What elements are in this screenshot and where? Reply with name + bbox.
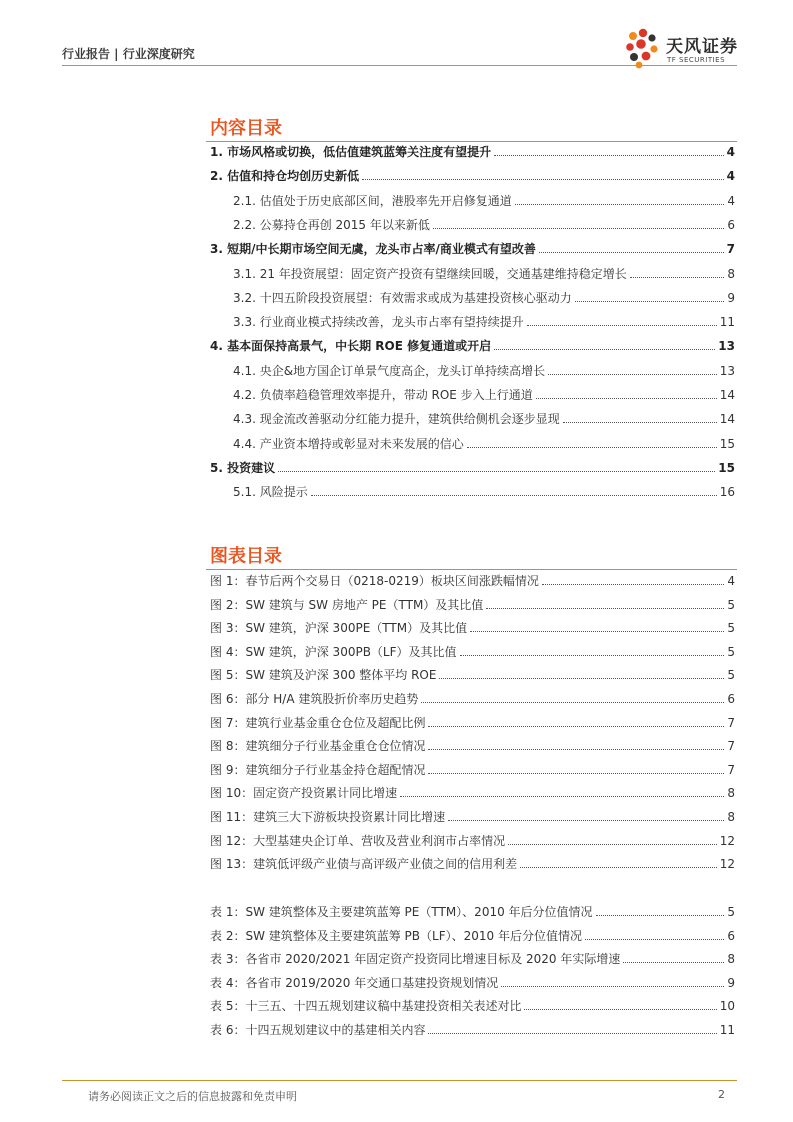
toc-entry-page: 8	[727, 266, 735, 281]
toc-entry[interactable]	[233, 406, 735, 426]
dot-leader	[470, 631, 724, 632]
figure-entry-page: 5	[727, 644, 735, 659]
table-entry[interactable]	[210, 970, 735, 990]
toc-entry-page: 15	[719, 436, 735, 451]
dot-leader	[536, 398, 717, 399]
figure-entry-label: 图 8：建筑细分子行业基金重仓仓位情况	[210, 739, 426, 754]
dot-leader	[460, 655, 725, 656]
toc-entry-label: 2.2. 公募持仓再创 2015 年以来新低	[233, 217, 430, 232]
toc-entry-label: 5.1. 风险提示	[233, 485, 308, 500]
toc-entry[interactable]	[233, 358, 735, 378]
figure-entry-page: 5	[727, 597, 735, 612]
toc-entry[interactable]	[233, 479, 735, 499]
toc-entry[interactable]	[233, 188, 735, 208]
dot-leader	[421, 702, 724, 703]
figure-entry-label: 图 6：部分 H/A 建筑股折价率历史趋势	[210, 692, 419, 706]
logo-english-name: TF SECURITIES	[667, 56, 726, 64]
toc-entry-label: 4.2. 负债率趋稳管理效率提升，带动 ROE 步入上行通道	[233, 388, 533, 402]
dot-leader	[563, 422, 717, 423]
toc-entry-label: 1. 市场风格或切换，低估值建筑蓝筹关注度有望提升	[210, 145, 492, 159]
figure-entry[interactable]	[210, 662, 735, 682]
toc-entry-label: 4. 基本面保持高景气，中长期 ROE 修复通道或开启	[210, 339, 492, 354]
table-entry-page: 8	[727, 952, 735, 966]
table-entry-page: 10	[719, 999, 735, 1013]
toc-entry-label: 4.3. 现金流改善驱动分红能力提升，建筑供给侧机会逐步显现	[233, 412, 560, 427]
toc-entry[interactable]	[210, 455, 735, 475]
dot-leader	[542, 584, 725, 585]
table-entry[interactable]	[210, 923, 735, 943]
figure-entry[interactable]	[210, 851, 735, 871]
toc-entry-label: 4.1. 央企&地方国企订单景气度高企，龙头订单持续高增长	[233, 363, 546, 378]
figure-entry-page: 7	[727, 762, 735, 777]
table-entry[interactable]	[210, 1017, 735, 1037]
company-logo	[624, 28, 744, 72]
table-entry-label: 表 4：各省市 2019/2020 年交通口基建投资规划情况	[210, 975, 499, 990]
table-entry[interactable]	[210, 993, 735, 1013]
table-entry-page: 6	[727, 928, 735, 943]
table-entry-label: 表 2：SW 建筑整体及主要建筑蓝筹 PB（LF）、2010 年后分位值情况	[210, 928, 582, 943]
toc-entry-label: 3.2. 十四五阶段投资展望：有效需求或成为基建投资核心驱动力	[233, 290, 572, 305]
figure-entry[interactable]	[210, 710, 735, 730]
table-entry-label: 表 3：各省市 2020/2021 年固定资产投资同比增速目标及 2020 年实际增速	[210, 952, 621, 966]
toc-entry-page: 6	[727, 217, 735, 232]
figure-entry-page: 5	[727, 668, 735, 683]
toc-title: 内容目录	[210, 118, 282, 139]
dot-leader	[494, 349, 715, 350]
toc-entry-page: 13	[719, 363, 735, 378]
toc-entry-page: 9	[727, 290, 735, 305]
toc-entry-page: 4	[727, 193, 735, 208]
toc-entry[interactable]	[210, 236, 735, 256]
toc-entry-label: 3. 短期/中长期市场空间无虞，龙头市占率/商业模式有望改善	[210, 242, 536, 257]
figure-entry-label: 图 10：固定资产投资累计同比增速	[210, 786, 398, 801]
table-entry[interactable]	[210, 899, 735, 919]
dot-leader	[596, 915, 725, 916]
toc-entry-label: 3.3. 行业商业模式持续改善，龙头市占率有望持续提升	[233, 315, 524, 330]
toc-entry[interactable]	[233, 382, 735, 402]
figure-entry-page: 5	[727, 621, 735, 636]
dot-leader	[278, 471, 715, 472]
footer-divider	[62, 1080, 737, 1081]
toc-entry[interactable]	[210, 333, 735, 353]
page-number: 2	[718, 1088, 725, 1101]
figure-entry-page: 4	[727, 574, 735, 588]
figure-entry-label: 图 9：建筑细分子行业基金持仓超配情况	[210, 762, 426, 777]
dot-leader	[575, 301, 725, 302]
figure-entry[interactable]	[210, 780, 735, 800]
toc-entry-page: 15	[718, 460, 735, 475]
figure-entry[interactable]	[210, 686, 735, 706]
toc-entry[interactable]	[233, 285, 735, 305]
figure-entry-page: 8	[727, 786, 735, 801]
figure-entry-page: 7	[727, 739, 735, 754]
figure-entry-label: 图 1：春节后两个交易日（0218-0219）板块区间涨跌幅情况	[210, 574, 539, 588]
figure-entry[interactable]	[210, 639, 735, 659]
dot-leader	[494, 155, 724, 156]
toc-entry[interactable]	[233, 309, 735, 329]
figure-entry-label: 图 3：SW 建筑，沪深 300PE（TTM）及其比值	[210, 621, 468, 636]
toc-entry-page: 16	[719, 485, 735, 500]
dot-leader	[428, 1033, 716, 1034]
dot-leader	[630, 277, 725, 278]
figure-entry[interactable]	[210, 568, 735, 588]
table-entry-label: 表 5：十三五、十四五规划建议稿中基建投资相关表述对比	[210, 999, 522, 1013]
table-entry[interactable]	[210, 946, 735, 966]
toc-entry-label: 2.1. 估值处于历史底部区间，港股率先开启修复通道	[233, 193, 512, 208]
toc-entry-label: 4.4. 产业资本增持或彰显对未来发展的信心	[233, 436, 464, 451]
toc-entry-page: 14	[719, 388, 735, 402]
figure-entry[interactable]	[210, 828, 735, 848]
toc-entry-page: 4	[726, 169, 735, 184]
dot-leader	[428, 726, 724, 727]
dot-leader	[548, 374, 717, 375]
table-entry-page: 9	[727, 975, 735, 990]
toc-entry[interactable]	[210, 163, 735, 183]
figures-title: 图表目录	[210, 546, 282, 567]
figure-entry[interactable]	[210, 757, 735, 777]
toc-entry-page: 14	[719, 412, 735, 427]
toc-entry-label: 5. 投资建议	[210, 460, 276, 475]
figure-entry[interactable]	[210, 592, 735, 612]
table-entry-page: 11	[719, 1022, 735, 1037]
dot-leader	[520, 867, 717, 868]
figure-entry-page: 8	[727, 810, 735, 824]
dot-leader	[400, 796, 724, 797]
dot-leader	[448, 820, 724, 821]
dot-leader	[527, 325, 717, 326]
figure-entry[interactable]	[210, 804, 735, 824]
toc-entry-page: 4	[726, 145, 735, 159]
figure-entry[interactable]	[210, 615, 735, 635]
dot-leader	[623, 962, 724, 963]
toc-entry[interactable]	[233, 212, 735, 232]
toc-entry-page: 13	[718, 339, 735, 354]
dot-leader	[428, 773, 724, 774]
figure-entry-page: 12	[719, 857, 735, 872]
dot-leader	[508, 844, 717, 845]
dot-leader	[585, 939, 724, 940]
figure-entry-label: 图 7：建筑行业基金重仓仓位及超配比例	[210, 715, 426, 730]
dot-leader	[433, 228, 724, 229]
dot-leader	[501, 986, 724, 987]
toc-entry[interactable]	[210, 139, 735, 159]
table-entry-label: 表 1：SW 建筑整体及主要建筑蓝筹 PE（TTM）、2010 年后分位值情况	[210, 905, 593, 919]
figure-entry-label: 图 5：SW 建筑及沪深 300 整体平均 ROE	[210, 668, 437, 683]
toc-entry-label: 2. 估值和持仓均创历史新低	[210, 169, 360, 184]
figure-entry-page: 6	[727, 692, 735, 706]
disclaimer-text: 请务必阅读正文之后的信息披露和免责申明	[88, 1090, 297, 1103]
table-entry-page: 5	[727, 905, 735, 919]
dot-leader	[439, 678, 724, 679]
figure-entry-page: 12	[719, 833, 735, 848]
figure-entry-label: 图 11：建筑三大下游板块投资累计同比增速	[210, 810, 446, 824]
figure-entry-label: 图 2：SW 建筑与 SW 房地产 PE（TTM）及其比值	[210, 597, 484, 612]
dot-leader	[311, 495, 717, 496]
dot-leader	[539, 252, 724, 253]
toc-entry[interactable]	[233, 431, 735, 451]
toc-entry-page: 7	[726, 242, 735, 257]
toc-entry-page: 11	[719, 315, 735, 330]
table-entry-label: 表 6：十四五规划建议中的基建相关内容	[210, 1022, 426, 1037]
tf-securities-logo-icon	[624, 28, 664, 70]
toc-entry[interactable]	[233, 261, 735, 281]
dot-leader	[515, 204, 725, 205]
dot-leader	[467, 447, 717, 448]
figure-entry-page: 7	[727, 715, 735, 730]
dot-leader	[428, 749, 724, 750]
dot-leader	[362, 179, 724, 180]
figure-entry[interactable]	[210, 733, 735, 753]
toc-entry-label: 3.1. 21 年投资展望：固定资产投资有望继续回暖，交通基建维持稳定增长	[233, 266, 627, 281]
figure-entry-label: 图 12：大型基建央企订单、营收及营业利润市占率情况	[210, 833, 506, 848]
logo-chinese-name: 天风证券	[666, 37, 738, 57]
figure-entry-label: 图 4：SW 建筑，沪深 300PB（LF）及其比值	[210, 644, 457, 659]
dot-leader	[524, 1009, 716, 1010]
dot-leader	[486, 608, 724, 609]
report-category: 行业报告 | 行业深度研究	[62, 47, 195, 61]
figure-entry-label: 图 13：建筑低评级产业债与高评级产业债之间的信用利差	[210, 857, 518, 872]
